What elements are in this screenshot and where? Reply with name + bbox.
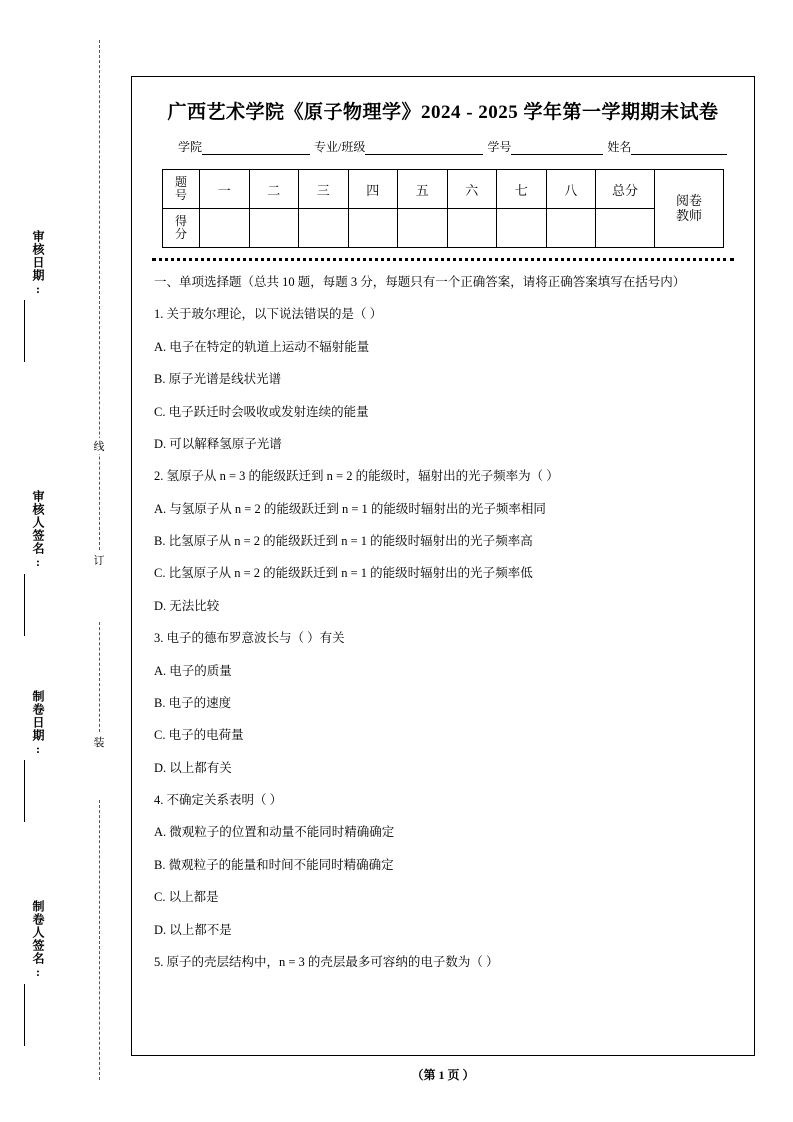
score-col-6: 六 xyxy=(447,170,497,209)
binding-fold-line xyxy=(92,40,106,1080)
question-3-option-d[interactable]: D. 以上都有关 xyxy=(154,760,232,775)
score-col-marker-teacher: 阅卷 教师 xyxy=(655,170,724,248)
score-cell-3[interactable] xyxy=(299,209,349,248)
table-row-question-numbers xyxy=(163,170,724,209)
margin-label-reviewer-signature: 审核人签名: xyxy=(31,490,45,570)
dotted-separator xyxy=(152,258,734,261)
question-3-option-b[interactable]: B. 电子的速度 xyxy=(154,695,232,710)
score-col-3: 三 xyxy=(299,170,349,209)
question-3-stem: 3. 电子的德布罗意波长与（ ）有关 xyxy=(154,631,345,646)
question-4-option-a[interactable]: A. 微观粒子的位置和动量不能同时精确确定 xyxy=(154,825,395,840)
question-body xyxy=(150,273,736,972)
margin-label-maker-signature: 制卷人签名: xyxy=(31,900,45,980)
score-col-7: 七 xyxy=(497,170,547,209)
margin-label-reviewer-signature-rule xyxy=(24,574,25,636)
page-title: 广西艺术学院《原子物理学》2024 - 2025 学年第一学期期末试卷 xyxy=(167,102,719,123)
score-col-total: 总分 xyxy=(596,170,655,209)
question-1-option-c[interactable]: C. 电子跃迁时会吸收或发射连续的能量 xyxy=(154,404,369,419)
question-4-option-c[interactable]: C. 以上都是 xyxy=(154,890,219,905)
score-table xyxy=(162,169,724,248)
field-major-class xyxy=(314,138,483,155)
score-col-1: 一 xyxy=(200,170,250,209)
left-margin xyxy=(0,0,130,1122)
score-table-row-header-score: 得 分 xyxy=(163,209,200,248)
score-col-8: 八 xyxy=(546,170,596,209)
question-2-option-b[interactable]: B. 比氢原子从 n = 2 的能级跃迁到 n = 1 的能级时辐射出的光子频率高 xyxy=(154,534,533,548)
question-3-option-c[interactable]: C. 电子的电荷量 xyxy=(154,728,244,743)
question-1-option-b[interactable]: B. 原子光谱是线状光谱 xyxy=(154,372,282,387)
question-4-option-b[interactable]: B. 微观粒子的能量和时间不能同时精确确定 xyxy=(154,857,394,872)
exam-paper xyxy=(131,76,755,1056)
field-name-input[interactable] xyxy=(631,141,727,155)
score-col-2: 二 xyxy=(249,170,299,209)
margin-label-review-date: 审核日期: xyxy=(31,230,45,297)
score-cell-8[interactable] xyxy=(546,209,596,248)
field-student-id-input[interactable] xyxy=(511,141,603,155)
question-5-stem: 5. 原子的壳层结构中，n = 3 的壳层最多可容纳的电子数为（ ） xyxy=(154,954,499,969)
question-1-option-a[interactable]: A. 电子在特定的轨道上运动不辐射能量 xyxy=(154,339,370,354)
score-col-5: 五 xyxy=(398,170,448,209)
field-college-label: 学院 xyxy=(178,140,203,154)
question-2-option-a[interactable]: A. 与氢原子从 n = 2 的能级跃迁到 n = 1 的能级时辐射出的光子频率相同 xyxy=(154,501,546,516)
question-2-stem: 2. 氢原子从 n = 3 的能级跃迁到 n = 2 的能级时，辐射出的光子频率为（ ） xyxy=(154,469,559,484)
question-4-stem: 4. 不确定关系表明（ ） xyxy=(154,793,283,807)
field-college xyxy=(178,138,310,155)
score-cell-1[interactable] xyxy=(200,209,250,248)
student-info-line xyxy=(150,138,736,155)
margin-label-review-date-rule xyxy=(24,300,25,362)
margin-label-maker-date: 制卷日期: xyxy=(31,690,45,757)
question-4-option-d[interactable]: D. 以上都不是 xyxy=(154,922,232,937)
score-cell-total[interactable] xyxy=(596,209,655,248)
fold-dash-middle xyxy=(99,622,100,732)
field-major-class-label: 专业/班级 xyxy=(314,140,366,154)
score-cell-2[interactable] xyxy=(249,209,299,248)
field-college-input[interactable] xyxy=(202,141,310,155)
margin-label-maker-signature-rule xyxy=(24,984,25,1046)
margin-label-maker-date-rule xyxy=(24,760,25,822)
fold-char-zhuang: 装 xyxy=(92,734,106,750)
score-cell-4[interactable] xyxy=(348,209,398,248)
score-table-row-header-question: 题 号 xyxy=(163,170,200,209)
question-2-option-c[interactable]: C. 比氢原子从 n = 2 的能级跃迁到 n = 1 的能级时辐射出的光子频率低 xyxy=(154,566,533,581)
score-cell-5[interactable] xyxy=(398,209,448,248)
field-name xyxy=(607,138,727,155)
question-1-stem: 1. 关于玻尔理论，以下说法错误的是（ ） xyxy=(154,307,383,322)
score-cell-6[interactable] xyxy=(447,209,497,248)
score-cell-7[interactable] xyxy=(497,209,547,248)
page-footer: （第 1 页 ） xyxy=(411,1068,475,1082)
field-student-id-label: 学号 xyxy=(487,140,512,154)
fold-char-xian: 线 xyxy=(92,438,106,454)
fold-dash-lower xyxy=(99,800,100,1080)
fold-dash-upper xyxy=(99,40,100,550)
score-col-4: 四 xyxy=(348,170,398,209)
fold-char-ding: 订 xyxy=(92,552,106,568)
question-1-option-d[interactable]: D. 可以解释氢原子光谱 xyxy=(154,436,282,451)
field-name-label: 姓名 xyxy=(607,140,632,154)
field-student-id xyxy=(487,138,603,155)
question-3-option-a[interactable]: A. 电子的质量 xyxy=(154,663,232,678)
section-heading-multiple-choice: 一、单项选择题（总共 10 题，每题 3 分，每题只有一个正确答案，请将正确答案填写在括号内） xyxy=(154,275,686,289)
table-row-scores xyxy=(163,209,724,248)
field-major-class-input[interactable] xyxy=(365,141,483,155)
question-2-option-d[interactable]: D. 无法比较 xyxy=(154,598,220,613)
